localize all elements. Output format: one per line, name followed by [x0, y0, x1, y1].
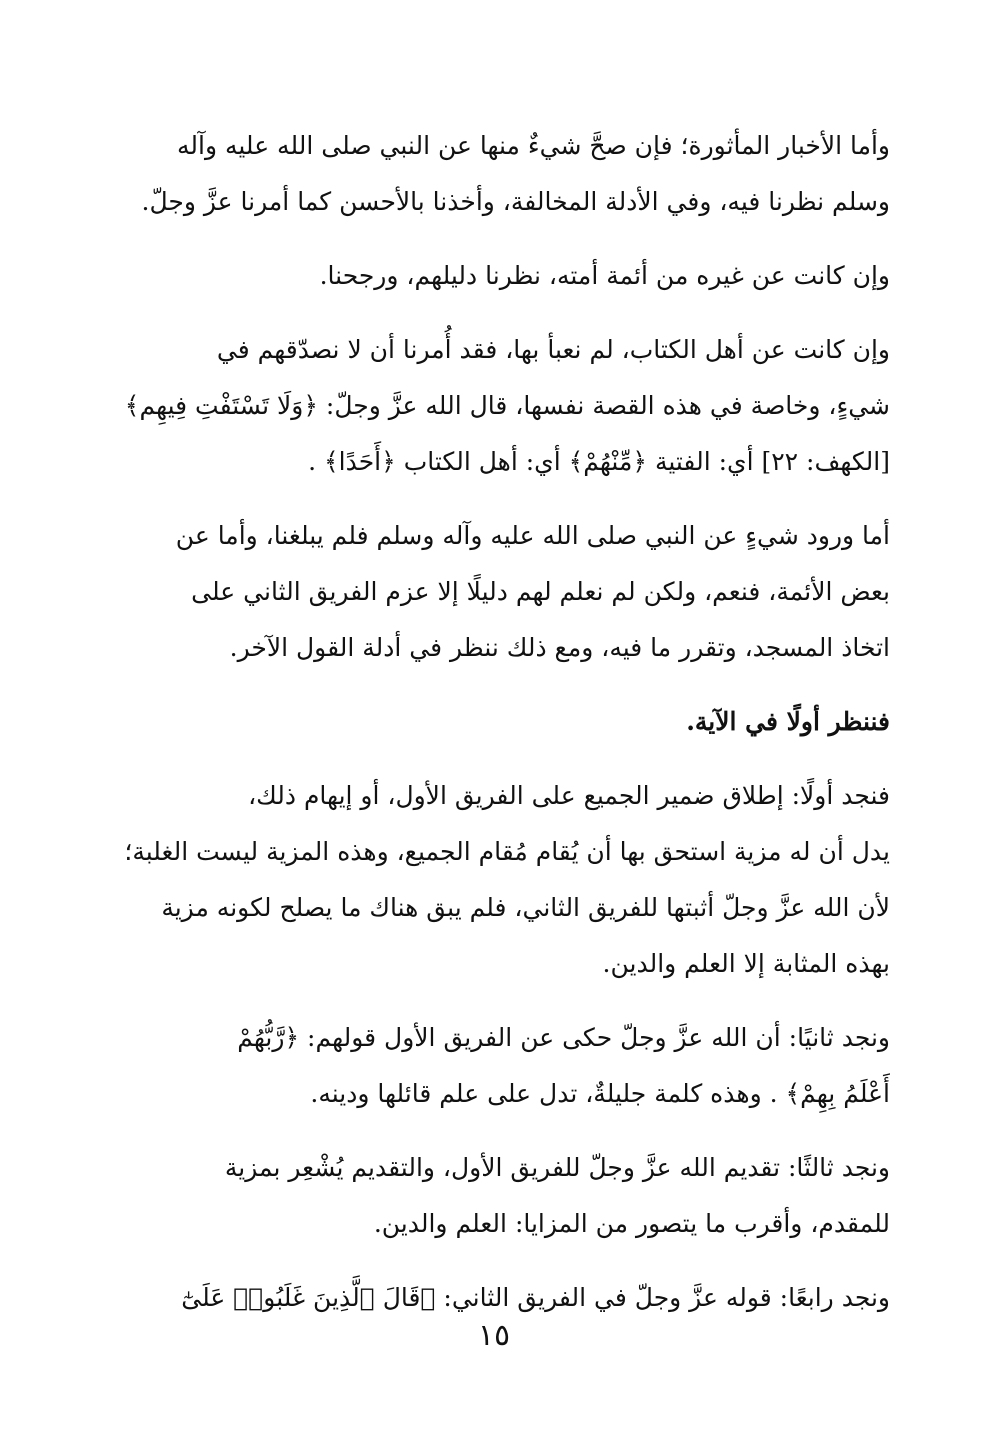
paragraph — [100, 248, 890, 304]
text-line: ونجد رابعًا: قوله عزَّ وجلّ في الفريق الثاني: ﴿قَالَ ٱلَّذِينَ غَلَبُوا۟ عَلَىٰٓ — [181, 1283, 890, 1312]
text-line: وسلم نظرنا فيه، وفي الأدلة المخالفة، وأخذنا بالأحسن كما أمرنا عزَّ وجلّ. — [141, 187, 890, 216]
page-body — [100, 118, 890, 1344]
text-line: وإن كانت عن أهل الكتاب، لم نعبأ بها، فقد أُمرنا أن لا نصدّقهم في — [216, 335, 890, 364]
text-line: وإن كانت عن غيره من أئمة أمته، نظرنا دليلهم، ورجحنا. — [319, 261, 890, 290]
section-heading — [100, 694, 890, 750]
paragraph — [100, 768, 890, 992]
text-line: [الكهف: ٢٢] أي: الفتية ﴿مِّنْهُمْ﴾ أي: أهل الكتاب ﴿أَحَدًا﴾ . — [308, 447, 890, 476]
paragraph — [100, 118, 890, 230]
paragraph — [100, 1010, 890, 1122]
text-line: وأما الأخبار المأثورة؛ فإن صحَّ شيءٌ منها عن النبي صلى الله عليه وآله — [176, 131, 890, 160]
text-line: بعض الأئمة، فنعم، ولكن لم نعلم لهم دليلًا إلا عزم الفريق الثاني على — [191, 577, 890, 606]
text-line: بهذه المثابة إلا العلم والدين. — [602, 949, 890, 978]
text-line: شيءٍ، وخاصة في هذه القصة نفسها، قال الله عزَّ وجلّ: ﴿وَلَا تَسْتَفْتِ فِيهِم﴾ — [124, 391, 890, 420]
page-number: ١٥ — [477, 1318, 511, 1353]
text-line: يدل أن له مزية استحق بها أن يُقام مُقام الجميع، وهذه المزية ليست الغلبة؛ — [124, 837, 890, 866]
paragraph — [100, 322, 890, 490]
text-line: أما ورود شيءٍ عن النبي صلى الله عليه وآله وسلم فلم يبلغنا، وأما عن — [175, 521, 890, 550]
paragraph — [100, 1140, 890, 1252]
text-line: ونجد ثالثًا: تقديم الله عزَّ وجلّ للفريق الأول، والتقديم يُشْعِر بمزية — [224, 1153, 890, 1182]
heading-line: فننظر أولًا في الآية. — [686, 707, 890, 736]
text-line: للمقدم، وأقرب ما يتصور من المزايا: العلم والدين. — [373, 1209, 890, 1238]
text-line: لأن الله عزَّ وجلّ أثبتها للفريق الثاني، فلم يبق هناك ما يصلح لكونه مزية — [161, 893, 890, 922]
text-line: فنجد أولًا: إطلاق ضمير الجميع على الفريق الأول، أو إيهام ذلك، — [248, 781, 890, 810]
text-line: أَعْلَمُ بِهِمْ﴾ . وهذه كلمة جليلةٌ، تدل على علم قائلها ودينه. — [310, 1079, 890, 1108]
text-line: اتخاذ المسجد، وتقرر ما فيه، ومع ذلك ننظر في أدلة القول الآخر. — [229, 633, 890, 662]
paragraph — [100, 508, 890, 676]
text-line: ونجد ثانيًا: أن الله عزَّ وجلّ حكى عن الفريق الأول قولهم: ﴿رَّبُّهُمْ — [237, 1023, 890, 1052]
